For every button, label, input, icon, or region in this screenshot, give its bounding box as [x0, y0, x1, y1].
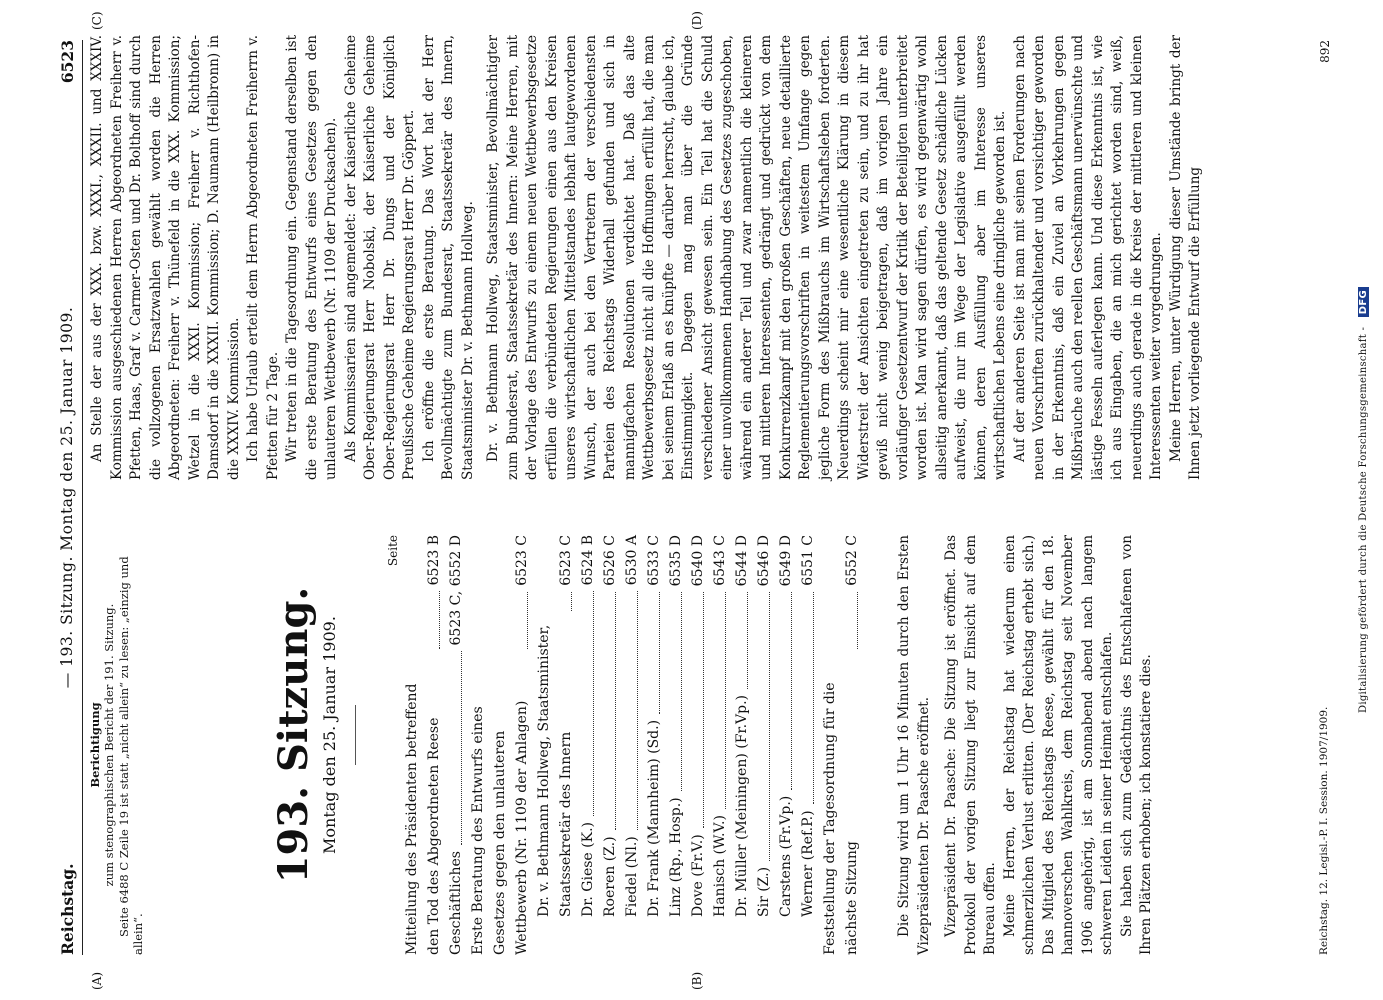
- toc-leader-dots: [769, 592, 770, 861]
- toc-entry: [643, 535, 665, 955]
- toc-entry-label: Roeren (Z.): [602, 836, 618, 917]
- toc-entry: [401, 535, 445, 955]
- toc-entry-label: Dr. v. Bethmann Hollweg, Staatsminister, Staatssekretär des Innern: [536, 624, 574, 917]
- toc-entry: [797, 535, 819, 955]
- toc-entry: [687, 535, 709, 955]
- toc-entry: [599, 535, 621, 955]
- toc-entry: [819, 535, 863, 955]
- toc-leader-dots: [791, 592, 792, 789]
- toc-entry-label: Dr. Müller (Meiningen) (Fr.Vp.): [734, 694, 750, 917]
- paragraph: Als Kommissarien sind angemeldet: der Kaiserliche Geheime Ober-Regierungsrat Herr Nobolski, der Kaiserliche Geheime Ober-Regierungsrat Herr Dr. Dungs und der Königlich Preußische Geheime Regierungsrat Herr Dr. Göppert.: [342, 35, 417, 480]
- toc-leader-dots: [725, 592, 726, 809]
- toc-entry-label: Feststellung der Tagesordnung für die nächste Sitzung: [822, 682, 860, 955]
- toc-leader-dots: [813, 592, 814, 805]
- header-page-number: 6523: [58, 40, 77, 84]
- toc-entry-page: 6533 C: [646, 535, 662, 586]
- correction-text: Seite 6488 C Zeile 19 ist statt „nicht allein“ zu lesen: „einzig und allein“.: [116, 556, 146, 955]
- page-number: 892: [1318, 40, 1332, 63]
- toc-entry-page: 6523 C: [514, 535, 530, 586]
- toc-leader-dots: [747, 592, 748, 689]
- toc-leader-dots: [527, 592, 528, 649]
- correction-subtitle: zum stenographischen Bericht der 191. Sitzung.: [102, 603, 117, 887]
- correction-title: Berichtigung: [88, 702, 102, 788]
- paragraph: Dr. v. Bethmann Hollweg, Staatsminister, Bevollmächtigter zum Bundesrat, Staatssekretär des Innern: Meine Herren, mit der Vorlage des Entwurfs zu einem neuen Wettbewerbsgesetze erfüllen die verbündeten Regierungen einen aus den Kreisen unseres wirtschaftlichen Mittelstandes lebhaft lautgewordenen Wunsch, der auch bei den Vertretern der verschiedensten Parteien des Reichstags Widerhall gefunden und sich in mannigfachen Resolutionen verdichtet hat. Daß das alte Wettbewerbsgesetz nicht all die Hoffnungen erfüllt hat, die man bei seinem Erlaß an es knüpfte — darüber herrscht, glaube ich, Einstimmigkeit. Dagegen mag man über die Gründe verschiedener Ansicht gewesen sein. Ein Teil hat die Schuld einer unvollkommenen Handhabung des Gesetzes zugeschoben, während ein anderer Teil und zwar namentlich die kleineren und mittleren Interessenten, gedrängt und gedrückt von dem Konkurrenzkampf mit den großen Geschäften, neue detaillierte Reglementierungsvorschriften in weitestem Umfange gegen jegliche Form des Mißbrauchs im Wirtschaftsleben forderten. Neuerdings scheint mir eine wesentliche Klärung in diesem Widerstreit der Ansichten eingetreten zu sein, und zu ihr hat gewiß nicht wenig beigetragen, daß im vorigen Jahre ein vorläufiger Gesetzentwurf der Kritik der Beteiligten unterbreitet worden ist. Man wird sagen dürfen, es wird gegenwärtig wohl allseitig anerkannt, daß das geltende Gesetz schädliche Lücken aufweist, die nur im Wege der Legislative ausgefüllt werden können, deren Ausfüllung aber im Interesse unseres wirtschaftlichen Lebens eine dringliche geworden ist.: [485, 35, 1008, 480]
- toc-entry-page: 6523 C, 6552 D: [448, 535, 464, 646]
- paragraph: Die Sitzung wird um 1 Uhr 16 Minuten durch den Ersten Vizepräsidenten Dr. Paasche eröffnet.: [896, 535, 932, 955]
- toc-entry-label: Dr. Frank (Mannheim) (Sd.): [646, 719, 662, 917]
- toc-leader-dots: [461, 652, 462, 846]
- toc-entry-page: 6523 C: [558, 535, 574, 586]
- toc-entry-label: Fiedel (Nl.): [624, 836, 640, 917]
- toc-entry-label: Dove (Fr.V.): [690, 834, 706, 917]
- toc-entry-label: Linz (Rp., Hosp.): [668, 797, 684, 917]
- toc-entry: [731, 535, 753, 955]
- toc-leader-dots: [681, 592, 682, 791]
- toc-leader-dots: [615, 592, 616, 831]
- toc-leader-dots: [703, 592, 704, 828]
- digitization-credit: [1358, 60, 1369, 940]
- paragraph: Ich eröffne die erste Beratung. Das Wort hat der Herr Bevollmächtigte zum Bundesrat, Staatssekretär des Innern, Staatsminister Dr. v. Bethmann Hollweg.: [420, 35, 476, 480]
- toc-leader-dots: [593, 591, 594, 816]
- paragraph: Meine Herren, der Reichstag hat wiederum einen schmerzlichen Verlust erlitten. (Der Reichstag erhebt sich.) Das Mitglied des Reichstags Reese, gewählt für den 18. hannoverschen Wahlkreis, dem Reichstag seit November 1906 angehörig, ist am Sonnabend abend nach langem schweren Leiden in seiner Heimat entschlafen.: [1001, 535, 1115, 955]
- toc-entry-page: 6552 C: [844, 535, 860, 586]
- paragraph: Meine Herren, unter Würdigung dieser Umstände bringt der Ihnen jetzt vorliegende Entwurf die Erfüllung: [1167, 35, 1203, 480]
- toc-entry: [533, 535, 577, 955]
- toc-entry-page: 6530 A: [624, 535, 640, 586]
- toc-entry: [665, 535, 687, 955]
- toc-entry-label: Carstens (Fr.Vp.): [778, 795, 794, 917]
- paragraph: Ich habe Urlaub erteilt dem Herrn Abgeordneten Freiherrn v. Pfetten für 2 Tage.: [245, 35, 281, 480]
- paragraph: Wir treten in die Tagesordnung ein. Gegenstand derselben ist die erste Beratung des Entwurfs eines Gesetzes gegen den unlauteren Wettbewerb (Nr. 1109 der Drucksachen).: [284, 35, 339, 480]
- toc-entry-page: 6524 B: [580, 535, 596, 586]
- toc-entry: [753, 535, 775, 955]
- table-of-contents: [385, 535, 863, 955]
- toc-entry: [577, 535, 599, 955]
- divider: [355, 705, 356, 765]
- sitting-title: 193. Sitzung.: [270, 586, 317, 884]
- running-header: [58, 40, 83, 955]
- toc-entry-page: 6551 C: [800, 535, 816, 586]
- correction-note: [88, 535, 146, 955]
- toc-entry-page: 6546 D: [756, 535, 772, 587]
- credit-text: Digitalisierung gefördert durch die Deutsche Forschungsgemeinschaft -: [1358, 326, 1369, 713]
- toc-entry: [775, 535, 797, 955]
- header-middle: — 193. Sitzung. Montag den 25. Januar 1909.: [58, 306, 76, 689]
- margin-marker-c: (C): [90, 11, 104, 30]
- toc-entry-label: Hanisch (W.V.): [712, 815, 728, 917]
- toc-leader-dots: [637, 591, 638, 830]
- paragraph: Vizepräsident Dr. Paasche: Die Sitzung ist eröffnet. Das Protokoll der vorigen Sitzung liegt zur Einsicht auf dem Bureau offen.: [943, 535, 998, 955]
- toc-entry-page: 6543 C: [712, 535, 728, 586]
- toc-entry-label: Dr. Giese (K.): [580, 822, 596, 917]
- footer-note: Reichstag. 12. Legisl.-P. I. Session. 1907/1909.: [1318, 706, 1330, 955]
- sitting-date: Montag den 25. Januar 1909.: [320, 616, 339, 854]
- toc-entry-label: Geschäftliches: [448, 851, 464, 955]
- toc-entry-page: 6549 D: [778, 535, 794, 587]
- toc-entry-page: 6540 D: [690, 535, 706, 587]
- toc-entry: [467, 535, 533, 955]
- toc-entry-page: 6535 D: [668, 535, 684, 587]
- toc-entries: [401, 535, 863, 955]
- toc-entry-label: Mitteilung des Präsidenten betreffend den Tod des Abgeordneten Reese: [404, 683, 442, 955]
- paragraph: Sie haben sich zum Gedächtnis des Entschlafenen von Ihren Plätzen erhoben; ich konstatiere dies.: [1118, 535, 1154, 955]
- toc-entry-page: 6526 C: [602, 535, 618, 586]
- dfg-logo: DFG: [1358, 287, 1369, 317]
- toc-entry-label: Werner (Ref.P.): [800, 810, 816, 917]
- toc-leader-dots: [857, 592, 858, 649]
- toc-leader-dots: [659, 592, 660, 714]
- toc-leader-dots: [571, 592, 572, 611]
- right-column-text: [88, 35, 1206, 480]
- toc-entry-page: 6523 B: [426, 535, 442, 586]
- opening-text: [895, 535, 1157, 955]
- margin-marker-a: (A): [90, 971, 104, 990]
- toc-entry-label: Sir (Z.): [756, 866, 772, 917]
- toc-leader-dots: [439, 591, 440, 649]
- margin-marker-d: (D): [690, 11, 704, 30]
- toc-entry: [445, 535, 467, 955]
- toc-entry-page: 6544 D: [734, 535, 750, 587]
- toc-entry: [709, 535, 731, 955]
- header-left: Reichstag.: [58, 863, 77, 955]
- paragraph: An Stelle der aus der XXX. bzw. XXXI., XXXII. und XXXIV. Kommission ausgeschiedenen Herren Abgeordneten Freiherr v. Pfetten, Haas, Graf v. Carmer-Osten und Dr. Bolthoff sind durch die vollzogenen Ersatzwahlen gewählt worden die Herren Abgeordneten: Freiherr v. Thünefeld in die XXX. Kommission; Wetzel in die XXXI. Kommission; Freiherr v. Richthofen-Damsdorf in die XXXII. Kommission; D. Naumann (Heilbronn) in die XXXIV. Kommission.: [89, 35, 242, 480]
- margin-marker-b: (B): [690, 971, 704, 990]
- toc-entry-label: Erste Beratung des Entwurfs eines Gesetzes gegen den unlauteren Wettbewerb (Nr. 1109 der Anlagen): [470, 700, 530, 955]
- toc-entry: [621, 535, 643, 955]
- toc-seite-label: Seite: [386, 535, 400, 567]
- paragraph: Auf der anderen Seite ist man mit seinen Forderungen nach neuen Vorschriften zurückhaltender und vorsichtiger geworden in der Erkenntnis, daß ein Zuviel an Vorkehrungen gegen Mißbräuche auch den reellen Geschäftsmann unerwünschte und lästige Fesseln auferlegen kann. Und diese Erkenntnis ist, wie ich aus Eingaben, die an mich gerichtet worden sind, weiß, neuerdings auch gerade in die Kreise der mittleren und kleinen Interessenten weiter vorgedrungen.: [1011, 35, 1164, 480]
